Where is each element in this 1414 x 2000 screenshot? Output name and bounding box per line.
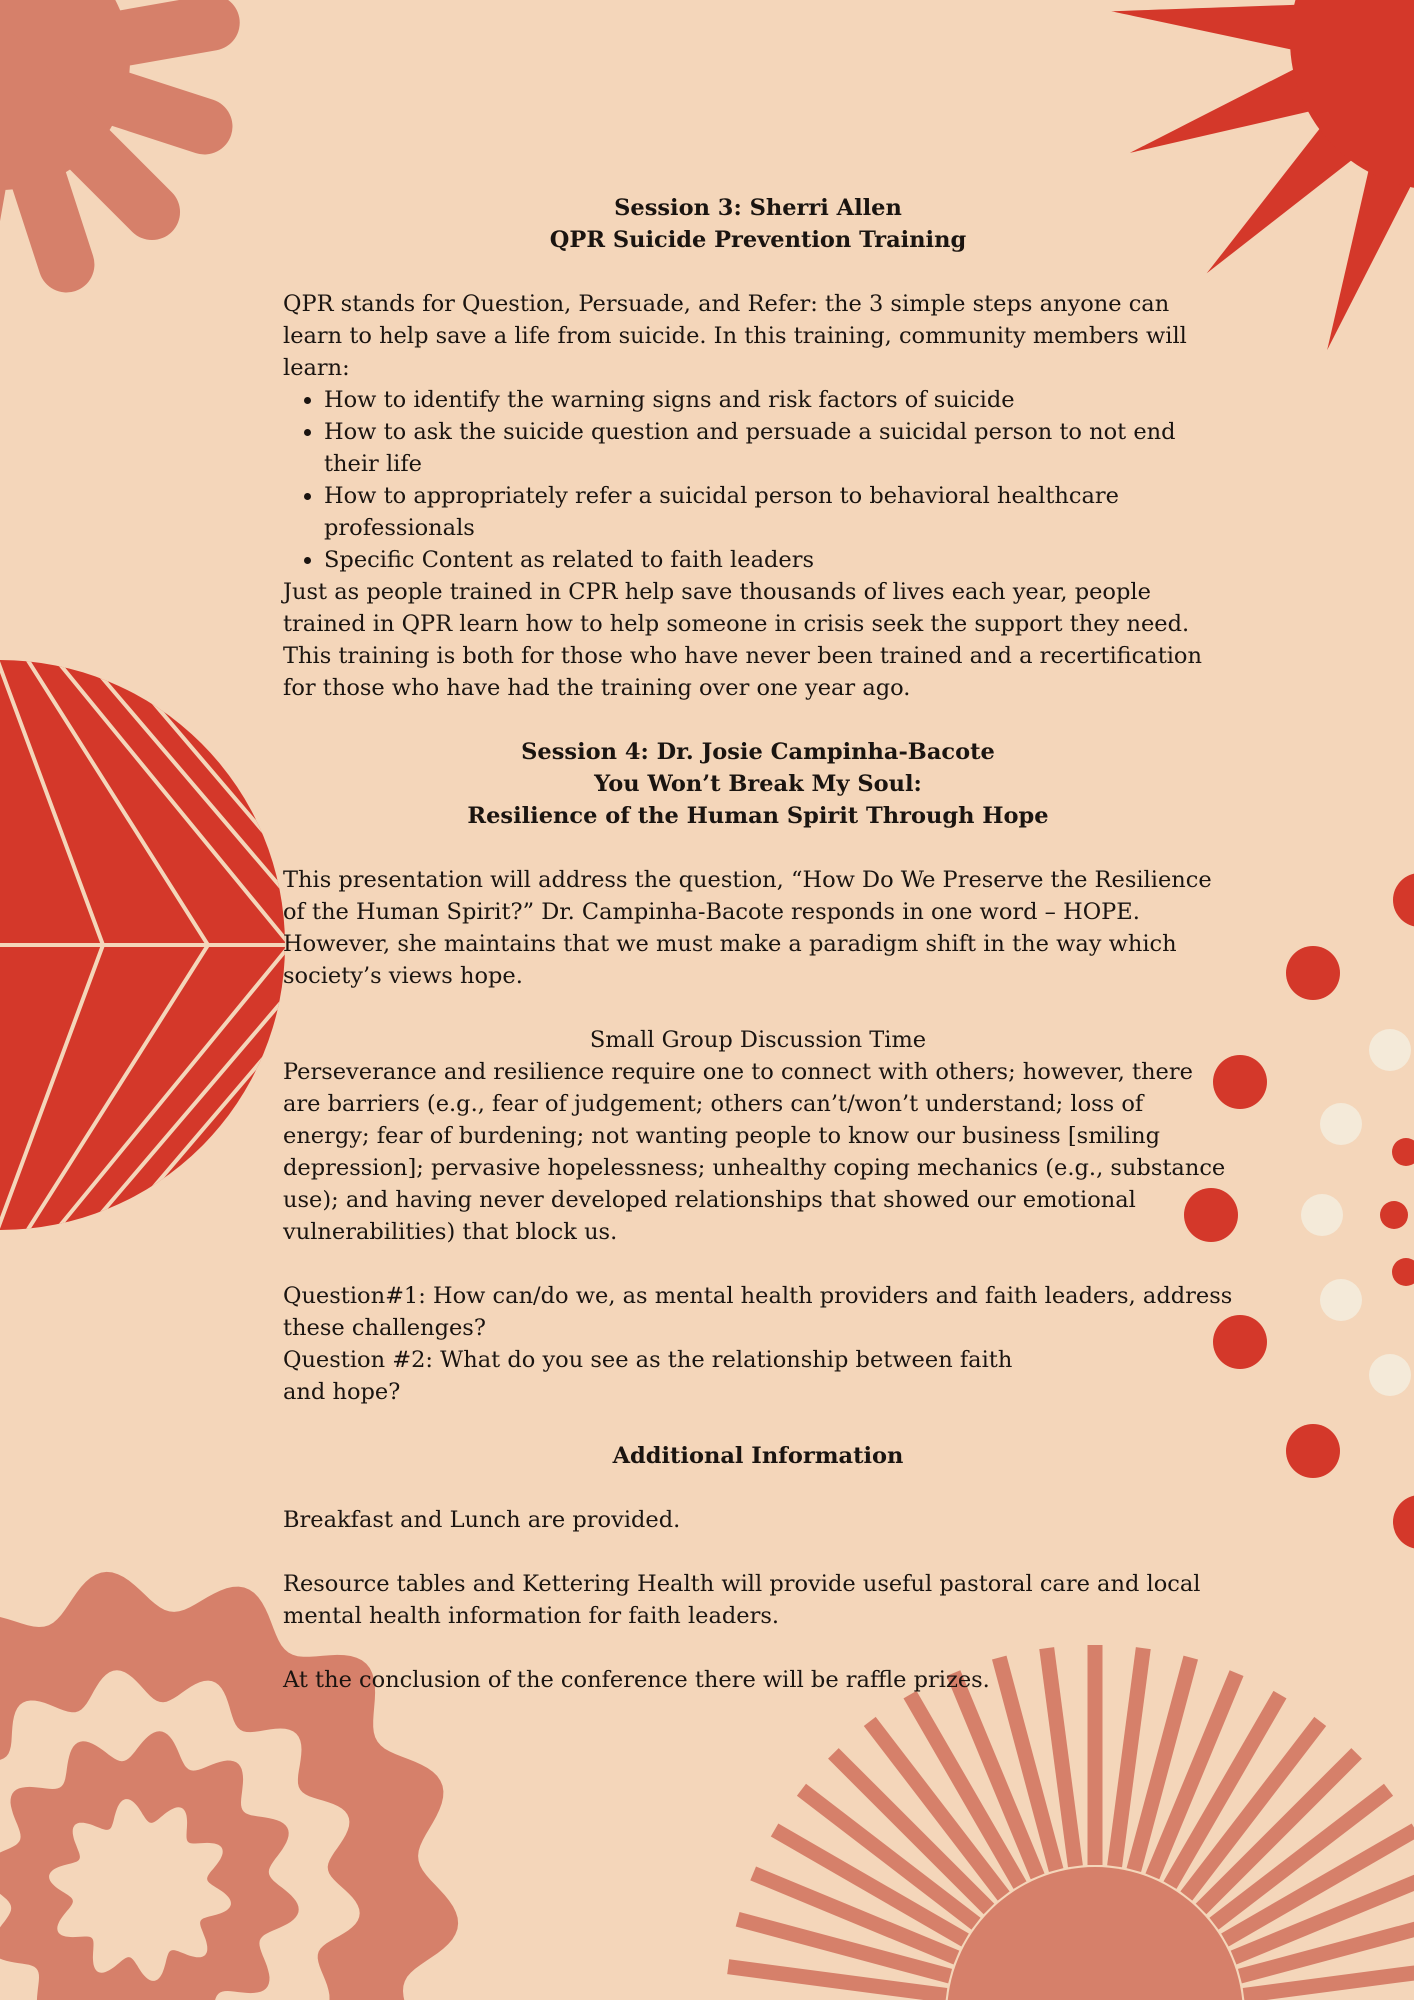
raffle-note: At the conclusion of the conference there will be raffle prizes. bbox=[283, 1667, 990, 1693]
discussion-question-2-cont: and hope? bbox=[283, 1379, 401, 1405]
bullet-item: • How to appropriately refer a suicidal person to behavioral healthcare professionals bbox=[324, 480, 1233, 544]
additional-information bbox=[283, 1440, 1233, 1696]
meals-note: Breakfast and Lunch are provided. bbox=[283, 1507, 681, 1533]
session-3-subtitle: QPR Suicide Prevention Training bbox=[549, 227, 967, 253]
discussion-question-2: Question #2: What do you see as the relationship between faith bbox=[283, 1347, 1013, 1373]
session-4-subtitle-2: Resilience of the Human Spirit Through Hope bbox=[467, 803, 1049, 829]
salmon-flower-icon bbox=[0, 0, 212, 272]
bullet-item: • Specific Content as related to faith leaders bbox=[324, 544, 1233, 576]
discussion-title: Small Group Discussion Time bbox=[589, 1027, 927, 1053]
session-3 bbox=[283, 192, 1233, 704]
additional-heading: Additional Information bbox=[612, 1443, 904, 1469]
session-4-title: Session 4: Dr. Josie Campinha-Bacote bbox=[521, 739, 995, 765]
discussion-body: Perseverance and resilience require one to connect with others; however, there are barriers (e.g., fear of judgement; others can’t/won’t understand; loss of energy; fear of burdening; not wanting people to know our business [smiling depression]; pervasive hopelessness; unhealthy coping mechanics (e.g., substance use); and having never developed relationships that showed our emotional vulnerabilities) that block us. bbox=[283, 1059, 1226, 1245]
session-4-subtitle: You Won’t Break My Soul: bbox=[594, 771, 922, 797]
session-3-title: Session 3: Sherri Allen bbox=[614, 195, 902, 221]
resources-note: Resource tables and Kettering Health will provide useful pastoral care and local mental health information for faith leaders. bbox=[283, 1571, 1201, 1629]
session-3-intro: QPR stands for Question, Persuade, and Refer: the 3 simple steps anyone can learn to help save a life from suicide. In this training, community members will learn: bbox=[283, 291, 1187, 381]
discussion bbox=[283, 1024, 1233, 1408]
session-4-body: This presentation will address the question, “How Do We Preserve the Resilience of the Human Spirit?” Dr. Campinha-Bacote responds in one word – HOPE. However, she maintains that we must make a paradigm shift in the way which society’s views hope. bbox=[283, 867, 1212, 989]
session-4 bbox=[283, 736, 1233, 992]
bullet-item: • How to identify the warning signs and risk factors of suicide bbox=[324, 384, 1233, 416]
discussion-question-1: Question#1: How can/do we, as mental health providers and faith leaders, address these challenges? bbox=[283, 1283, 1233, 1341]
document-body bbox=[283, 192, 1233, 1696]
sunburst-icon bbox=[725, 1645, 1414, 2000]
session-3-closing: Just as people trained in CPR help save thousands of lives each year, people trained in QPR learn how to help someone in crisis seek the support they need. This training is both for those who have never been trained and a recertification for those who have had the training over one year ago. bbox=[283, 579, 1202, 701]
bullet-item: • How to ask the suicide question and persuade a suicidal person to not end their life bbox=[324, 416, 1233, 480]
session-3-bullet-list bbox=[283, 384, 1233, 576]
